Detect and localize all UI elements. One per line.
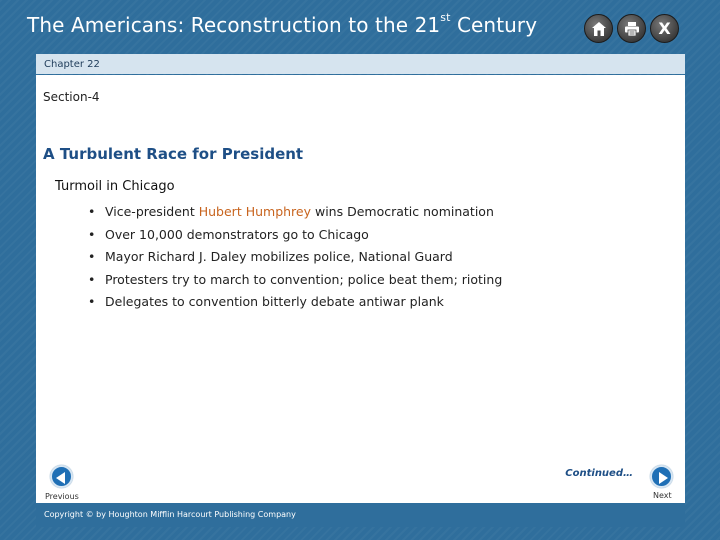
continued-label: Continued… <box>565 468 633 479</box>
subheading: Turmoil in Chicago <box>55 179 175 194</box>
bullet-item: • Vice-president Hubert Humphrey wins Democratic nomination <box>88 201 502 224</box>
bullet-item: • Protesters try to march to convention; police beat them; rioting <box>88 269 502 292</box>
previous-label[interactable]: Previous <box>45 492 79 501</box>
close-button[interactable] <box>650 14 679 43</box>
copyright-text: Copyright © by Houghton Mifflin Harcourt Publishing Company <box>44 510 296 519</box>
highlighted-name: Hubert Humphrey <box>198 204 312 219</box>
bullet-item: • Mayor Richard J. Daley mobilizes police, National Guard <box>88 246 502 269</box>
arrow-left-icon <box>56 472 65 484</box>
title-text: The Americans: Reconstruction to the 21 <box>27 13 441 37</box>
print-icon <box>624 21 640 37</box>
bullet-list <box>88 201 502 314</box>
previous-button[interactable] <box>50 465 73 488</box>
home-button[interactable] <box>584 14 613 43</box>
close-icon: X <box>658 19 671 38</box>
home-icon <box>591 21 607 37</box>
copyright-footer <box>36 503 685 527</box>
chapter-label: Chapter 22 <box>44 59 100 70</box>
title-text-end: Century <box>450 13 538 37</box>
header-toolbar <box>584 14 679 43</box>
arrow-right-icon <box>659 472 668 484</box>
next-label[interactable]: Next <box>653 491 672 500</box>
slide-heading: A Turbulent Race for President <box>43 145 304 163</box>
next-button[interactable] <box>650 465 673 488</box>
bullet-item: • Over 10,000 demonstrators go to Chicago <box>88 224 502 247</box>
slide-content <box>36 75 685 503</box>
presentation-title <box>27 13 537 37</box>
print-button[interactable] <box>617 14 646 43</box>
title-superscript: st <box>440 11 451 24</box>
section-label: Section-4 <box>43 90 100 104</box>
chapter-bar <box>36 54 685 74</box>
bullet-item: • Delegates to convention bitterly debate antiwar plank <box>88 291 502 314</box>
